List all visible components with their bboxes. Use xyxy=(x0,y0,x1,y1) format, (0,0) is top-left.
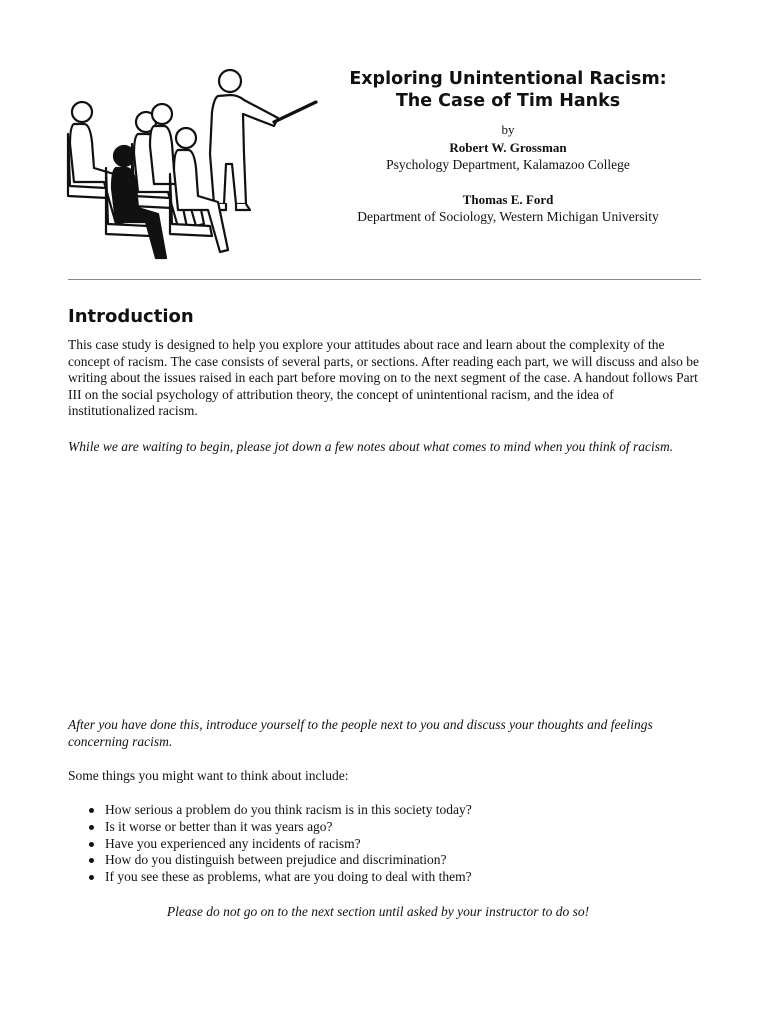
list-item: How do you distinguish between prejudice and discrimination? xyxy=(105,852,737,869)
horizontal-divider xyxy=(68,279,701,280)
prompt-paragraph: While we are waiting to begin, please jot down a few notes about what comes to mind when you think of racism. xyxy=(68,439,674,454)
instructor-figure xyxy=(210,70,316,210)
discussion-instruction: After you have done this, introduce yourself to the people next to you and discuss your thoughts and feelings concerning racism. xyxy=(68,717,653,749)
byline: by xyxy=(501,122,515,137)
document-title xyxy=(328,68,688,112)
author-1: Robert W. Grossman xyxy=(449,140,567,155)
questions-intro: Some things you might want to think about include: xyxy=(68,768,349,783)
affiliation-2: Department of Sociology, Western Michigan University xyxy=(357,209,659,224)
list-item: Is it worse or better than it was years ago? xyxy=(105,819,737,836)
title-line-1: Exploring Unintentional Racism: xyxy=(349,69,667,89)
document-header xyxy=(328,68,688,225)
list-item: If you see these as problems, what are you doing to deal with them? xyxy=(105,869,737,886)
list-item: Have you experienced any incidents of racism? xyxy=(105,836,737,853)
closing-instruction: Please do not go on to the next section until asked by your instructor to do so! xyxy=(166,904,590,919)
affiliation-1: Psychology Department, Kalamazoo College xyxy=(386,157,630,172)
question-list xyxy=(68,802,737,886)
section-heading-introduction: Introduction xyxy=(68,306,194,327)
author-2: Thomas E. Ford xyxy=(462,192,554,207)
list-item: How serious a problem do you think racism is in this society today? xyxy=(105,802,737,819)
introduction-paragraph: This case study is designed to help you explore your attitudes about race and learn about the complexity of the concept of racism. The case consists of several parts, or sections. After reading each part, we will discuss and also be writing about the issues raised in each part before moving on to the next segment of the case. A handout follows Part III on the social psychology of attribution theory, the concept of unintentional racism, and the idea of institutionalized racism. xyxy=(68,337,700,418)
classroom-lecture-icon xyxy=(66,64,318,260)
title-line-2: The Case of Tim Hanks xyxy=(395,91,621,111)
